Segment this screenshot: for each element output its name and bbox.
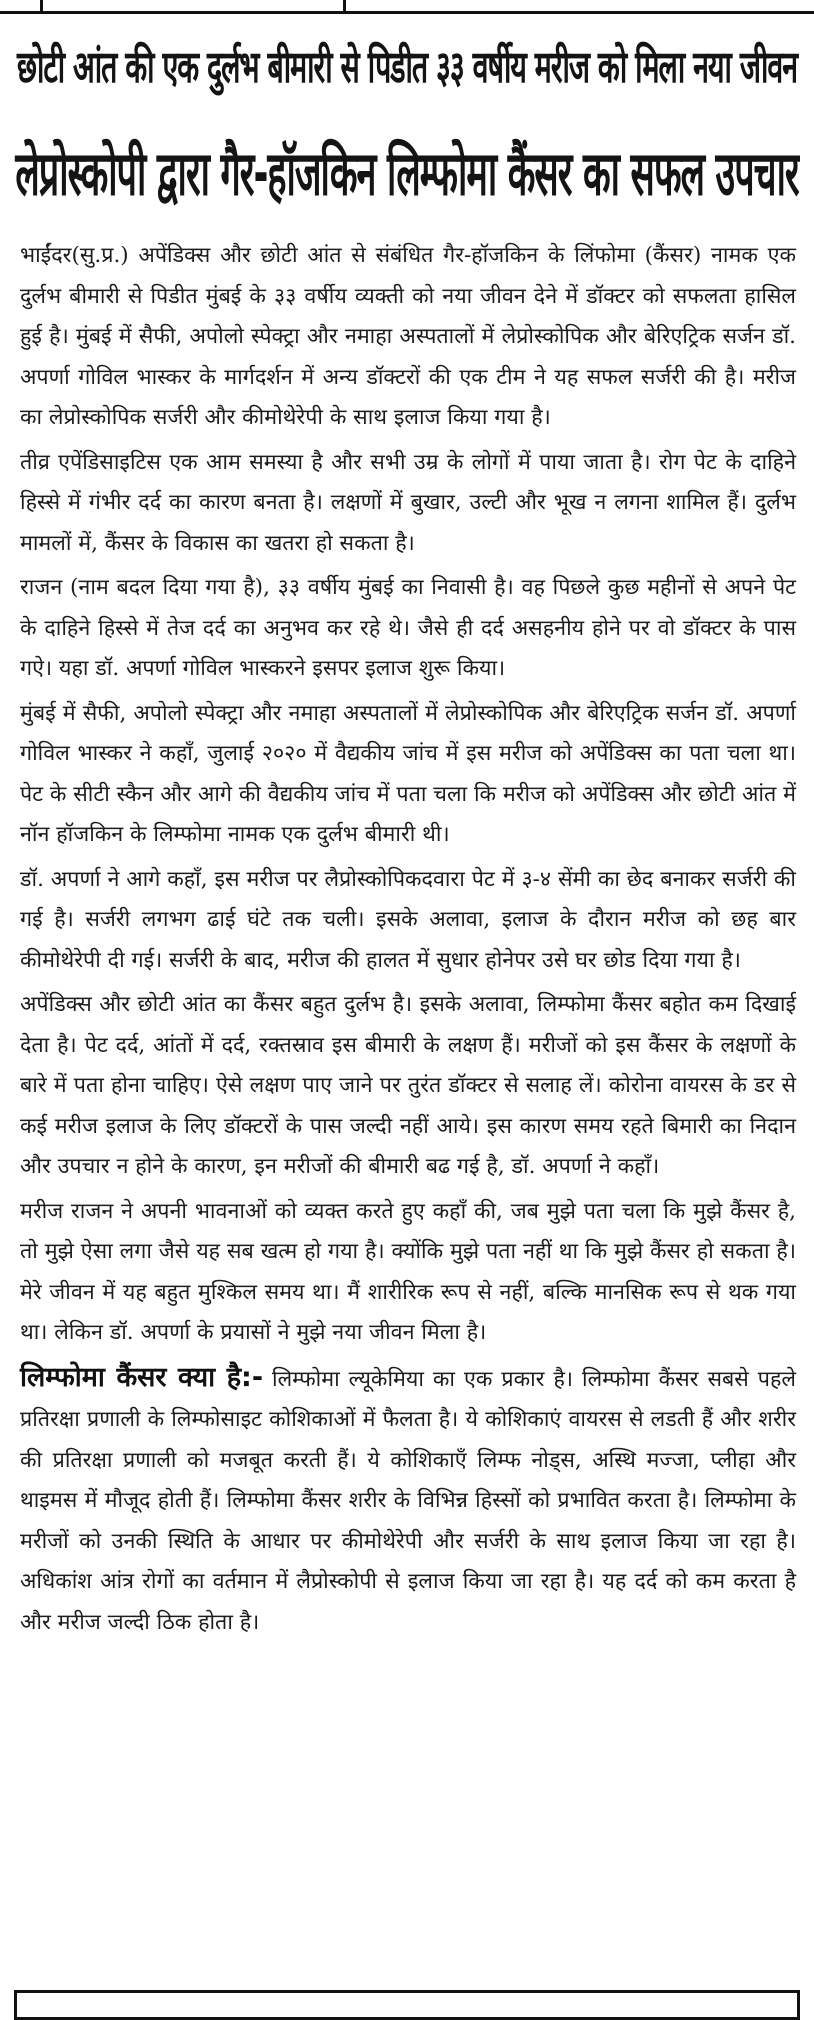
paragraph-lymphoma bbox=[20, 1358, 796, 1644]
paragraph-patient: राजन (नाम बदल दिया गया है), ३३ वर्षीय मुंबई का निवासी है। वह पिछले कुछ महीनों से अपने पेट के दाहिने हिस्से में तेज दर्द का अनुभव कर रहे थे। जैसे ही दर्द असहनीय होने पर वो डॉक्टर के पास गऐ। यहा डॉ. अपर्णा गोविल भास्करने इसपर इलाज शुरू किया। bbox=[20, 575, 796, 681]
section-subhead: लिम्फोमा कैंसर क्या है:- bbox=[20, 1361, 264, 1393]
article-body bbox=[20, 236, 796, 1647]
paragraph-surgery: डॉ. अपर्णा ने आगे कहाँ, इस मरीज पर लैप्रोस्कोपिकदवारा पेट में ३-४ सेंमी का छेद बनाकर सर्जरी की गई है। सर्जरी लगभग ढाई घंटे तक चली। इसके अलावा, इलाज के दौरान मरीज को छह बार कीमोथेरेपी दी गई। सर्जरी के बाद, मरीज की हालत में सुधार होनेपर उसे घर छोड दिया गया है। bbox=[20, 866, 796, 973]
paragraph-intro: भाईंदर(सु.प्र.) अपेंडिक्स और छोटी आंत से संबंधित गैर-हॉजकिन के लिंफोमा (कैंसर) नामक एक दुर्लभ बीमारी से पिडीत मुंबई के ३३ वर्षीय व्यक्ती को नया जीवन देने में डॉक्टर को सफलता हासिल हुई है। मुंबई में सैफी, अपोलो स्पेक्ट्रा और नमाहा अस्पतालों में लेप्रोस्कोपिक और बेरिएट्रिक सर्जन डॉ. अपर्णा गोविल भास्कर के मार्गदर्शन में अन्य डॉक्टरों की एक टीम ने यह सफल सर्जरी की है। मरीज का लेप्रोस्कोपिक सर्जरी और कीमोथेरेपी के साथ इलाज किया गया है। bbox=[20, 243, 796, 430]
paragraph-testimonial: मरीज राजन ने अपनी भावनाओं को व्यक्त करते हुए कहाँ की, जब मुझे पता चला कि मुझे कैंसर है, तो मुझे ऐसा लगा जैसे यह सब खत्म हो गया है। क्योंकि मुझे पता नहीं था कि मुझे कैंसर हो सकता है। मेरे जीवन में यह बहुत मुश्किल समय था। मैं शारीरिक रूप से नहीं, बल्कि मानसिक रूप से थक गया था। लेकिन डॉ. अपर्णा के प्रयासों ने मुझे नया जीवन मिला है। bbox=[20, 1198, 797, 1345]
headline-main: लेप्रोस्कोपी द्वारा गैर-हॉजकिन लिम्फोमा कैंसर का सफल उपचार bbox=[15, 140, 799, 210]
paragraph-diagnosis: मुंबई में सैफी, अपोलो स्पेक्ट्रा और नमाहा अस्पतालों में लेप्रोस्कोपिक और बेरिएट्रिक सर्जन डॉ. अपर्णा गोविल भास्कर ने कहाँ, जुलाई २०२० में वैद्यकीय जांच में इस मरीज को अपेंडिक्स का पता चला था। पेट के सीटी स्कैन और आगे की वैद्यकीय जांच में पता चला कि मरीज को अपेंडिक्स और छोटी आंत में नॉन हॉजकिन के लिम्फोमा नामक एक दुर्लभ बीमारी थी। bbox=[20, 700, 796, 847]
lymphoma-explanation: लिम्फोमा ल्यूकेमिया का एक प्रकार है। लिम्फोमा कैंसर सबसे पहले प्रतिरक्षा प्रणाली के लिम्फोसाइट कोशिकाओं में फैलता है। ये कोशिकाएं वायरस से लडती हैं और शरीर की प्रतिरक्षा प्रणाली को मजबूत करती हैं। ये कोशिकाएँ लिम्फ नोड्स, अस्थि मज्जा, प्लीहा और थाइमस में मौजूद होती हैं। लिम्फोमा कैंसर शरीर के विभिन्न हिस्सों को प्रभावित करता है। लिम्फोमा के मरीजों को उनकी स्थिति के आधार पर कीमोथेरेपी और सर्जरी के साथ इलाज किया जा रहा है। अधिकांश आंत्र रोगों का वर्तमान में लैप्रोस्कोपी से इलाज किया जा रहा है। यह दर्द को कम करता है और मरीज जल्दी ठिक होता है। bbox=[20, 1366, 796, 1635]
bottom-border-frame bbox=[14, 1990, 800, 2020]
paragraph-appendicitis: तीव्र एपेंडिसाइटिस एक आम समस्या है और सभी उम्र के लोगों में पाया जाता है। रोग पेट के दाहिने हिस्से में गंभीर दर्द का कारण बनता है। लक्षणों में बुखार, उल्टी और भूख न लगना शामिल हैं। दुर्लभ मामलों में, कैंसर के विकास का खतरा हो सकता है। bbox=[20, 449, 796, 556]
paragraph-symptoms: अपेंडिक्स और छोटी आंत का कैंसर बहुत दुर्लभ है। इसके अलावा, लिम्फोमा कैंसर बहोत कम दिखाई देता है। पेट दर्द, आंतों में दर्द, रक्तस्राव इस बीमारी के लक्षण हैं। मरीजों को इस कैंसर के लक्षणों के बारे में पता होना चाहिए। ऐसे लक्षण पाए जाने पर तुरंत डॉक्टर से सलाह लें। कोरोना वायरस के डर से कई मरीज इलाज के लिए डॉक्टरों के पास जल्दी नहीं आये। इस कारण समय रहते बिमारी का निदान और उपचार न होने के कारण, इन मरीजों की बीमारी बढ गई है, डॉ. अपर्णा ने कहाँ। bbox=[20, 992, 796, 1179]
headline-kicker: छोटी आंत की एक दुर्लभ बीमारी से पिडीत ३३ वर्षीय मरीज को मिला नया जीवन bbox=[16, 41, 798, 93]
